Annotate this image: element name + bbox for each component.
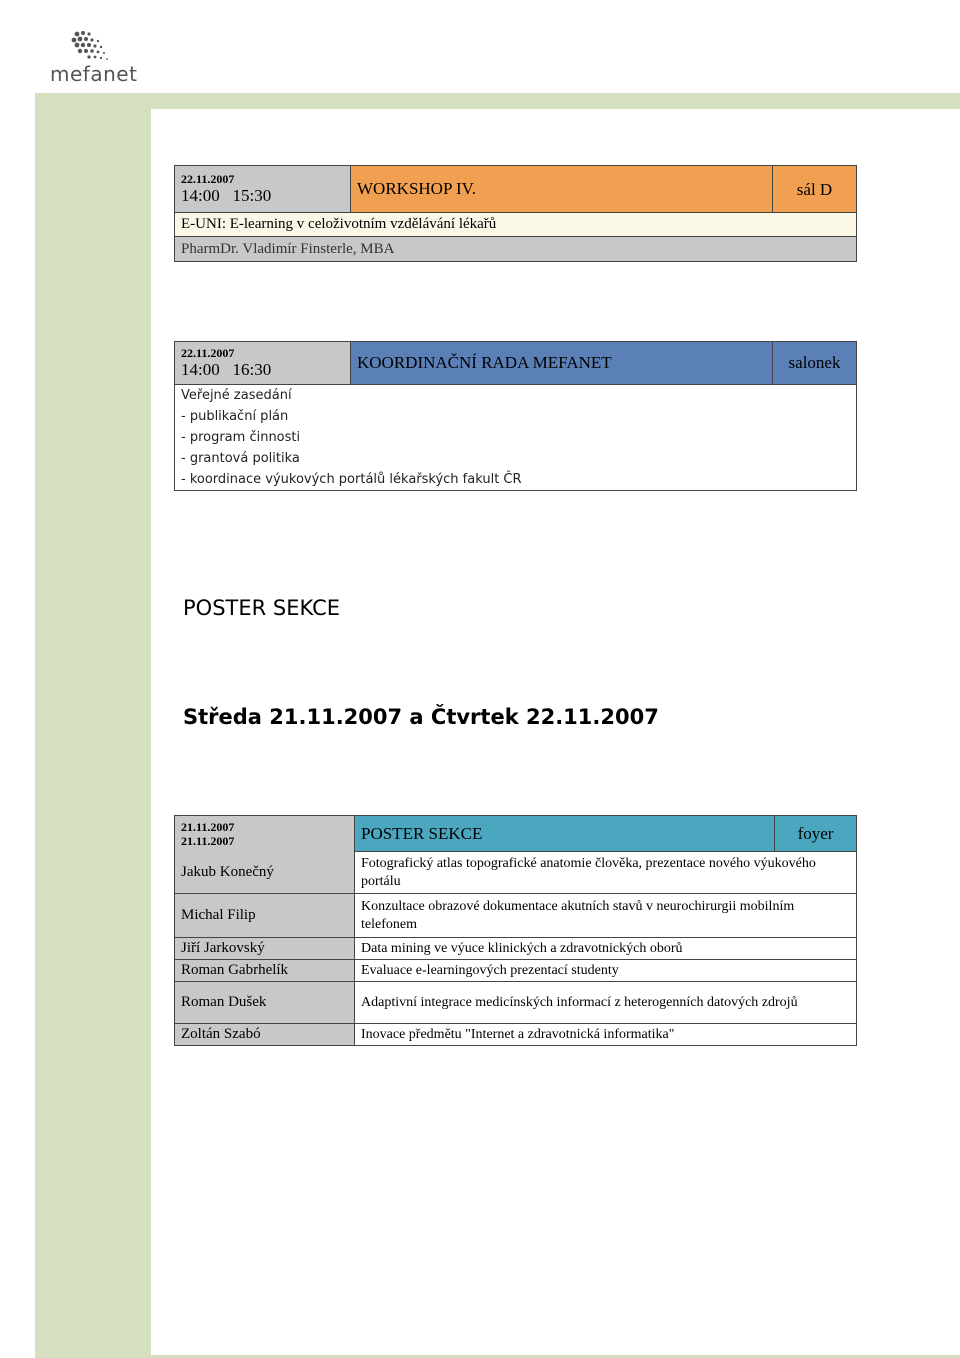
council-datetime xyxy=(175,342,351,385)
poster-title: POSTER SEKCE xyxy=(355,816,775,852)
poster-topic: Inovace předmětu "Internet a zdravotnická informatika" xyxy=(355,1024,857,1046)
poster-date-1: 21.11.2007 xyxy=(181,819,235,834)
workshop-room-text: sál D xyxy=(796,179,833,199)
poster-dates xyxy=(175,816,355,852)
workshop-speaker: PharmDr. Vladimír Finsterle, MBA xyxy=(175,237,857,262)
poster-table xyxy=(174,815,857,1046)
poster-topic: Adaptivní integrace medicínských informací z heterogenních datových zdrojů xyxy=(355,982,857,1024)
council-line: - program činnosti xyxy=(181,430,301,445)
workshop-table xyxy=(174,165,857,262)
council-date: 22.11.2007 xyxy=(181,346,235,360)
council-details xyxy=(175,385,857,491)
council-line: Veřejné zasedání xyxy=(181,388,292,403)
poster-date-2: 21.11.2007 xyxy=(181,833,235,848)
poster-days: Středa 21.11.2007 a Čtvrtek 22.11.2007 xyxy=(183,705,659,729)
council-room: salonek xyxy=(773,342,857,385)
poster-author: Zoltán Szabó xyxy=(175,1024,355,1046)
workshop-date: 22.11.2007 xyxy=(181,172,235,186)
side-band xyxy=(35,109,151,1358)
council-table xyxy=(174,341,857,491)
poster-topic: Data mining ve výuce klinických a zdravotnických oborů xyxy=(355,938,857,960)
council-time: 14:00 16:30 xyxy=(181,360,272,379)
poster-topic: Evaluace e-learningových prezentací studenty xyxy=(355,960,857,982)
workshop-room xyxy=(773,166,857,213)
workshop-title: WORKSHOP IV. xyxy=(351,166,773,213)
poster-topic: Konzultace obrazové dokumentace akutních stavů v neurochirurgii mobilním telefonem xyxy=(355,894,857,938)
council-line: - publikační plán xyxy=(181,409,289,424)
top-band xyxy=(35,93,960,109)
council-title: KOORDINAČNÍ RADA MEFANET xyxy=(351,342,773,385)
poster-room: foyer xyxy=(775,816,857,852)
workshop-topic: E-UNI: E-learning v celoživotním vzdělávání lékařů xyxy=(175,213,857,237)
poster-author: Michal Filip xyxy=(175,894,355,938)
poster-author: Roman Dušek xyxy=(175,982,355,1024)
poster-author: Jakub Konečný xyxy=(175,852,355,894)
council-line: - koordinace výukových portálů lékařských fakult ČR xyxy=(181,472,522,487)
poster-author: Jiří Jarkovský xyxy=(175,938,355,960)
poster-heading: POSTER SEKCE xyxy=(183,596,341,620)
poster-topic: Fotografický atlas topografické anatomie člověka, prezentace nového výukového portálu xyxy=(355,852,857,894)
council-line: - grantová politika xyxy=(181,451,300,466)
logo-text: mefanet xyxy=(50,62,138,86)
workshop-time: 14:00 15:30 xyxy=(181,186,272,205)
poster-author: Roman Gabrhelík xyxy=(175,960,355,982)
workshop-datetime xyxy=(175,166,351,213)
